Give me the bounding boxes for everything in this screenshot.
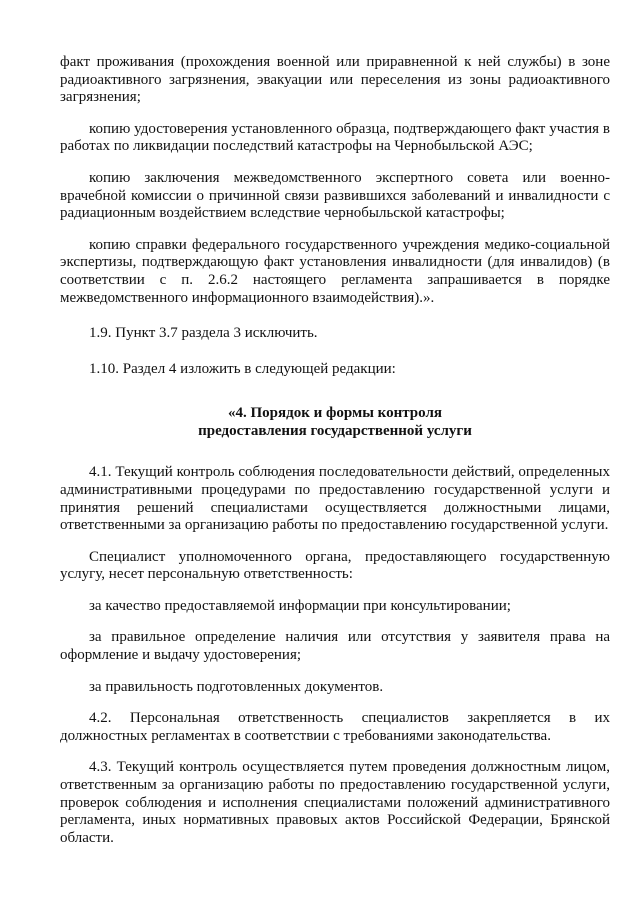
section-title-line-2: предоставления государственной услуги bbox=[198, 423, 472, 440]
paragraph-right-determination: за правильное определение наличия или отсутствия у заявителя права на оформление и выдачу удостоверения; bbox=[60, 629, 610, 664]
section-title-line-1: «4. Порядок и формы контроля bbox=[228, 405, 442, 422]
document-page bbox=[60, 54, 610, 861]
section-title bbox=[60, 404, 610, 440]
paragraph-documents-correctness: за правильность подготовленных документов. bbox=[89, 678, 384, 695]
paragraph-info-quality: за качество предоставляемой информации при консультировании; bbox=[89, 597, 511, 614]
paragraph-4-2: 4.2. Персональная ответственность специалистов закрепляется в их должностных регламентах в соответствии с требованиями законодательства. bbox=[60, 710, 610, 744]
paragraph-item-1-10: 1.10. Раздел 4 изложить в следующей редакции: bbox=[89, 360, 396, 377]
paragraph-item-1-9: 1.9. Пункт 3.7 раздела 3 исключить. bbox=[89, 325, 318, 342]
paragraph-4-3: 4.3. Текущий контроль осуществляется путем проведения должностным лицом, ответственным за организацию работы по предоставлению государственной услуги, проверок соблюдения и исполнения специалистами положений административного регламента, иных нормативных правовых актов Российской Федерации, Брянской области. bbox=[60, 759, 610, 846]
paragraph-residence-fact: факт проживания (прохождения военной или приравненной к ней службы) в зоне радиоактивного загрязнения, эвакуации или переселения из зоны радиоактивного загрязнения; bbox=[60, 54, 610, 106]
paragraph-conclusion-copy: копию заключения межведомственного экспертного совета или военно-врачебной комиссии о причинной связи развившихся заболеваний и инвалидности с радиационным воздействием вследствие чернобыльской катастрофы; bbox=[60, 169, 610, 222]
paragraph-4-1: 4.1. Текущий контроль соблюдения последовательности действий, определенных административными процедурами по предоставлению государственной услуги и принятия решений специалистами осуществляется должностными лицами, ответственными за организацию работы по предоставлению государственной услуги. bbox=[60, 464, 610, 534]
paragraph-certificate-copy: копию удостоверения установленного образца, подтверждающего факт участия в работах по ликвидации последствий катастрофы на Чернобыльской АЭС; bbox=[60, 120, 610, 155]
paragraph-disability-reference: копию справки федерального государственного учреждения медико-социальной экспертизы, подтверждающую факт установления инвалидности (для инвалидов) (в соответствии с п. 2.6.2 настоящего регламента запрашивается в порядке межведомственного информационного взаимодействия).». bbox=[60, 236, 610, 306]
paragraph-specialist-responsibility: Специалист уполномоченного органа, предоставляющего государственную услугу, несет персональную ответственность: bbox=[60, 548, 610, 583]
